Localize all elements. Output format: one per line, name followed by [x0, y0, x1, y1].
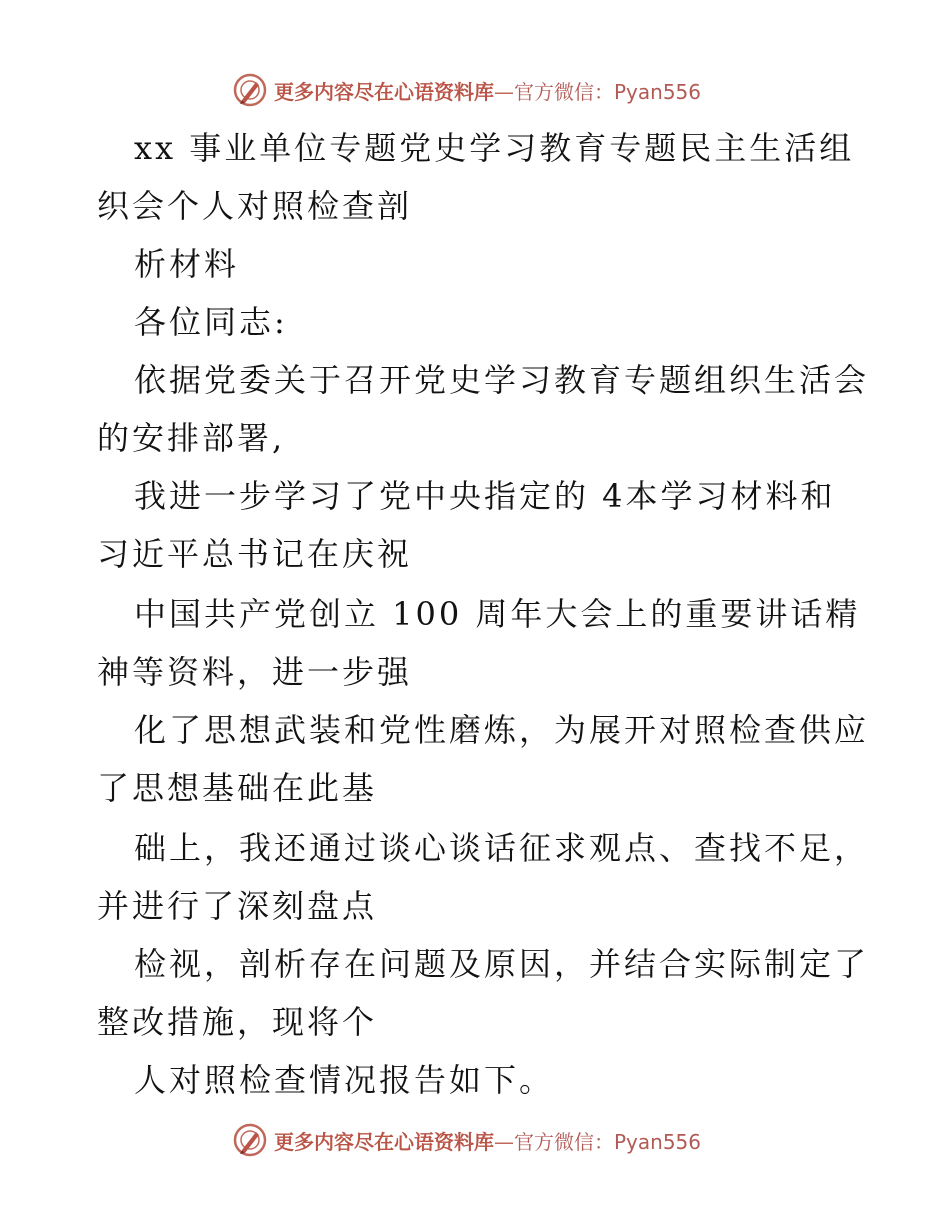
watermark-main-text: 更多内容尽在心语资料库 [274, 79, 494, 104]
paragraph-line: 的安排部署, [97, 419, 286, 457]
paragraph-line: 人对照检查情况报告如下。 [134, 1061, 555, 1099]
paragraph-line: 础上，我还通过谈心谈话征求观点、查找不足， [134, 829, 870, 867]
footer-watermark [232, 1120, 701, 1160]
paragraph-line: 整改措施，现将个 [97, 1003, 378, 1041]
watermark-wechat-label: 官方微信： [514, 79, 614, 104]
paragraph-line: 检视，剖析存在问题及原因，并结合实际制定了 [134, 945, 870, 983]
title-line-1: xx 事业单位专题党史学习教育专题民主生活组 [134, 129, 855, 167]
watermark-separator: — [494, 1129, 514, 1154]
paragraph-line: 并进行了深刻盘点 [97, 887, 378, 925]
watermark-wechat-id: Pyan556 [614, 1129, 702, 1154]
paragraph-line: 依据党委关于召开党史学习教育专题组织生活会 [134, 361, 870, 399]
paragraph-line: 了思想基础在此基 [97, 769, 378, 807]
pen-logo-icon [232, 1122, 268, 1158]
paragraph-line: 神等资料，进一步强 [97, 653, 413, 691]
title-line-3: 析材料 [134, 245, 240, 283]
watermark-main-text: 更多内容尽在心语资料库 [274, 1129, 494, 1154]
paragraph-line: 我进一步学习了党中央指定的 4本学习材料和 [134, 477, 836, 515]
paragraph-line: 中国共产党创立 100 周年大会上的重要讲话精 [134, 595, 861, 633]
salutation: 各位同志: [134, 303, 288, 341]
watermark-text [274, 1126, 701, 1155]
paragraph-line: 化了思想武装和党性磨炼，为展开对照检查供应 [134, 711, 870, 749]
watermark-separator: — [494, 79, 514, 104]
watermark-wechat-label: 官方微信： [514, 1129, 614, 1154]
title-line-2: 织会个人对照检查剖 [97, 187, 413, 225]
watermark-wechat-id: Pyan556 [614, 79, 702, 104]
paragraph-line: 习近平总书记在庆祝 [97, 535, 413, 573]
